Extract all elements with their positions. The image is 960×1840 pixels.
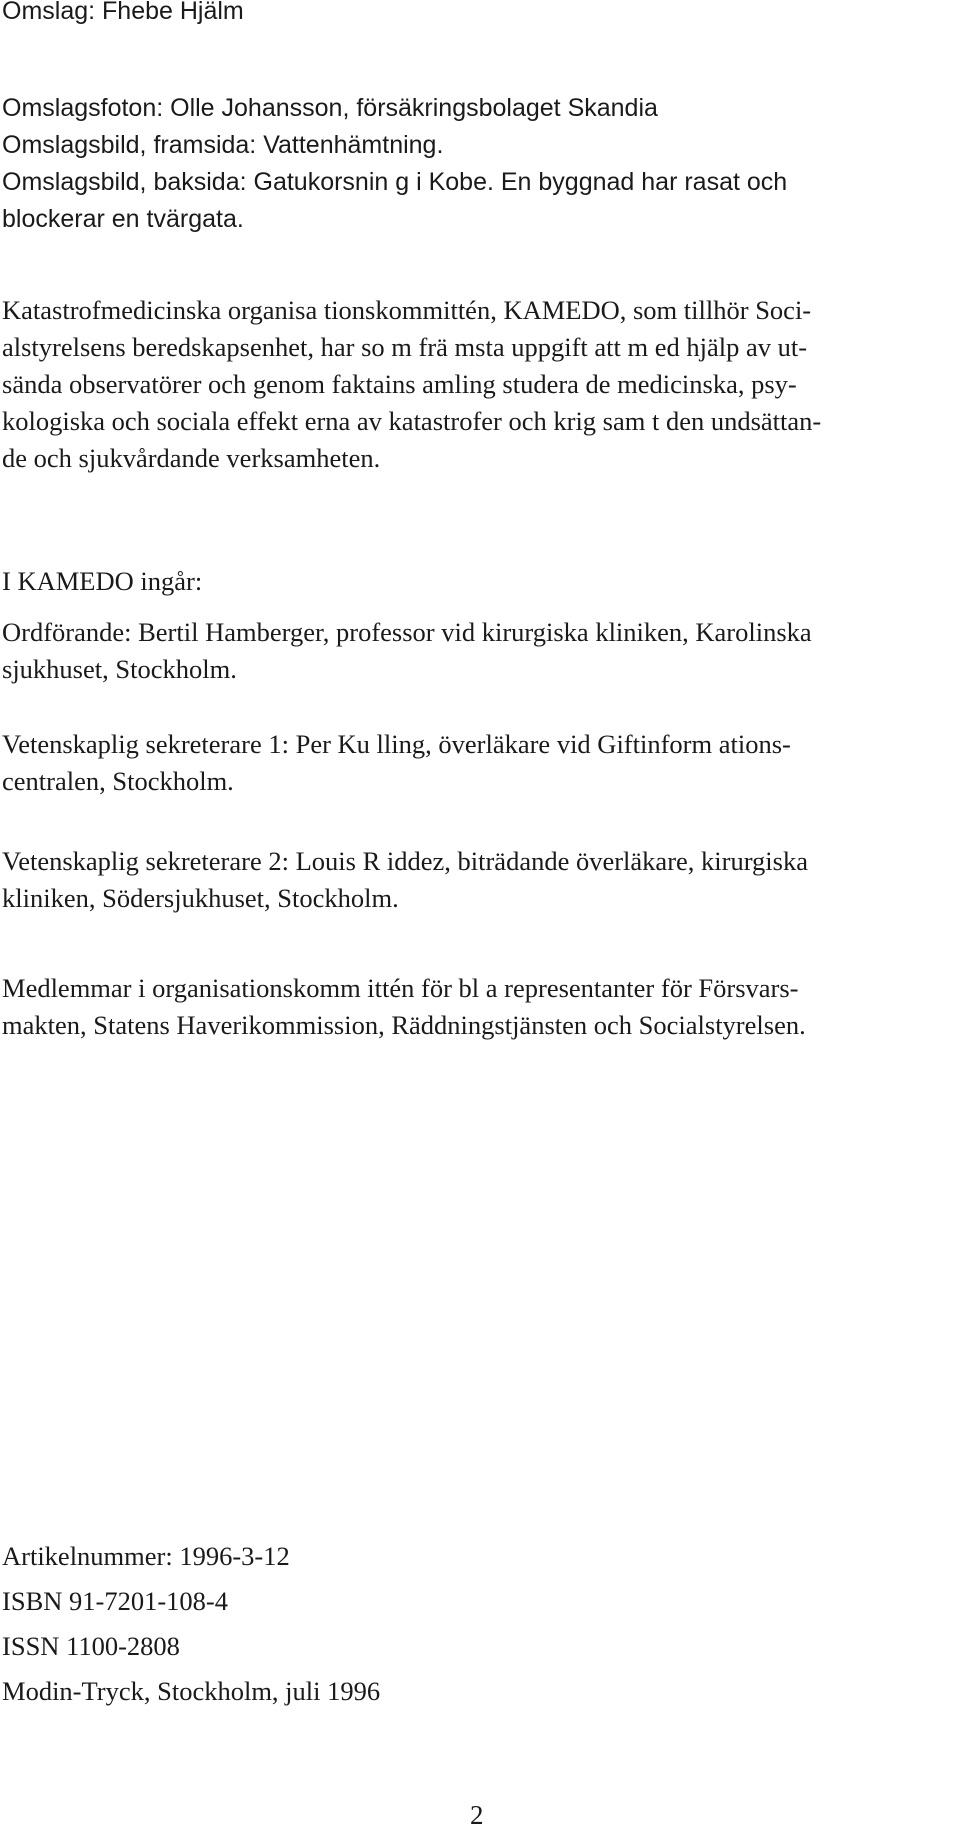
intro-line: de och sjukvårdande verksamheten. [2, 443, 381, 473]
intro-line: Katastrofmedicinska organisa tionskommittén, KAMEDO, som tillhör Soci- [2, 295, 812, 325]
members-heading-text: I KAMEDO ingår: [2, 566, 203, 596]
secretary-1-line: centralen, Stockholm. [2, 766, 234, 796]
intro-line: alstyrelsens beredskapsenhet, har so m frä msta uppgift att m ed hjälp av ut- [2, 332, 808, 362]
secretary-1-line: Vetenskaplig sekreterare 1: Per Ku lling, överläkare vid Giftinform ations- [2, 729, 791, 759]
photo-credit-line: Omslagsbild, framsida: Vattenhämtning. [2, 131, 444, 159]
members-entry [2, 970, 952, 1044]
cover-credit-text: Omslag: Fhebe Hjälm [2, 0, 244, 25]
intro-line: sända observatörer och genom faktains amling studera de medicinska, psy- [2, 369, 797, 399]
article-number: Artikelnummer: 1996-3-12 [2, 1541, 290, 1571]
chairman-line: sjukhuset, Stockholm. [2, 654, 237, 684]
photo-credit-line: blockerar en tvärgata. [2, 205, 244, 233]
members-line: Medlemmar i organisationskomm ittén för bl a representanter för Försvars- [2, 973, 799, 1003]
photo-credits [2, 90, 952, 238]
cover-credit [2, 0, 952, 30]
members-line: makten, Statens Haverikommission, Räddningstjänsten och Socialstyrelsen. [2, 1010, 806, 1040]
secretary-2-line: Vetenskaplig sekreterare 2: Louis R iddez, biträdande överläkare, kirurgiska [2, 846, 808, 876]
issn: ISSN 1100-2808 [2, 1631, 180, 1661]
photo-credit-line: Omslagsfoton: Olle Johansson, försäkringsbolaget Skandia [2, 94, 658, 122]
colophon [2, 1534, 952, 1714]
intro-paragraph [2, 292, 952, 477]
printer: Modin-Tryck, Stockholm, juli 1996 [2, 1676, 381, 1706]
secretary-1-entry [2, 726, 952, 800]
page-number: 2 [470, 1800, 484, 1830]
photo-credit-line: Omslagsbild, baksida: Gatukorsnin g i Kobe. En byggnad har rasat och [2, 168, 788, 196]
secretary-2-entry [2, 843, 952, 917]
intro-line: kologiska och sociala effekt erna av katastrofer och krig sam t den undsättan- [2, 406, 822, 436]
isbn: ISBN 91-7201-108-4 [2, 1586, 228, 1616]
members-heading [2, 563, 952, 600]
secretary-2-line: kliniken, Södersjukhuset, Stockholm. [2, 883, 399, 913]
chairman-entry [2, 614, 952, 688]
chairman-line: Ordförande: Bertil Hamberger, professor vid kirurgiska kliniken, Karolinska [2, 617, 812, 647]
